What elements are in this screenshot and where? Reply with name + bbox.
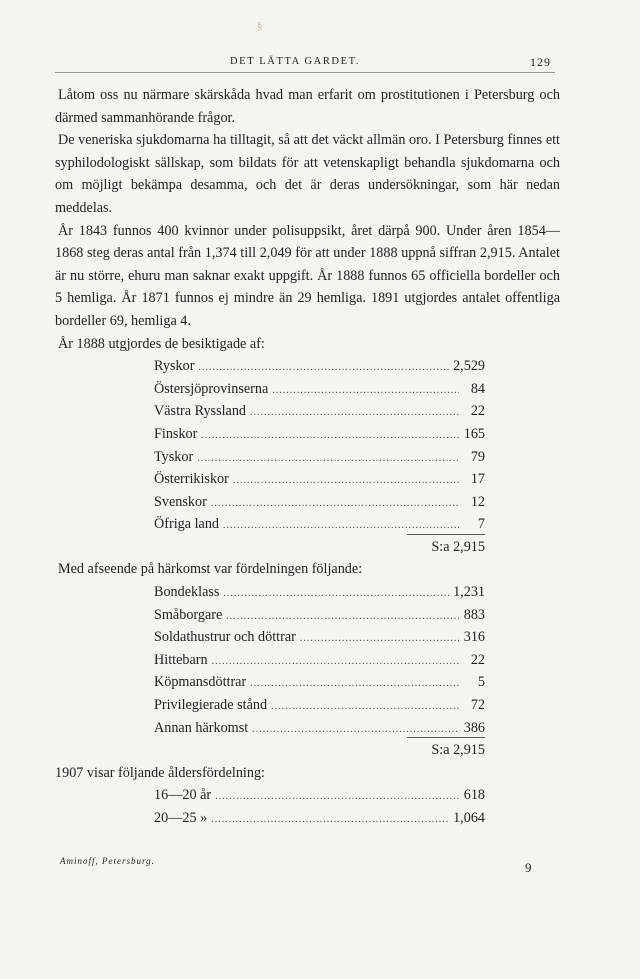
table-row: Öfriga land ..... 7: [154, 513, 485, 536]
table-row: 16—20 år ..... 618: [154, 784, 485, 807]
table-row: Finskor ..... 165: [154, 423, 485, 446]
table-row: Svenskor ..... 12: [154, 491, 485, 514]
table-total: S:a 2,915: [154, 739, 485, 762]
page-mark: §: [257, 20, 263, 32]
page-body: [55, 84, 560, 830]
table3-intro: 1907 visar följande åldersfördelning:: [55, 764, 265, 781]
origin-country-table: [154, 355, 485, 558]
age-table: [154, 784, 485, 829]
table-row: Köpmansdöttrar ..... 5: [154, 671, 485, 694]
table-row: Småborgare ..... 883: [154, 604, 485, 627]
table2-intro: Med afseende på härkomst var fördelningen följande:: [58, 561, 363, 578]
table-row: Västra Ryssland ..... 22: [154, 400, 485, 423]
table-row: Annan härkomst ..... 386: [154, 717, 485, 740]
paragraph: De veneriska sjukdomarna ha tilltagit, så att det väckt allmän oro. I Petersburg finnes ett syphilodologiskt sällskap, som bildats för att vetenskapligt behandla sjukdomarna och om möjligt bekämpa desamma, och det är deras undersökningar, som här nedan meddelas.: [55, 132, 560, 216]
paragraph: År 1843 funnos 400 kvinnor under polisuppsikt, året därpå 900. Under åren 1854—1868 steg deras antal från 1,374 till 2,049 för att under 1888 uppnå siffran 2,915. Antalet är nu större, ehuru man saknar exakt uppgift. År 1888 funnos 65 officiella bordeller och 5 hemliga. År 1871 funnos ej mindre än 29 hemliga. 1891 utgjordes antalet offentliga bordeller 69, hemliga 4.: [55, 222, 560, 329]
table-row: Östersjöprovinserna ..... 84: [154, 378, 485, 401]
printer-imprint: Aminoff, Petersburg.: [60, 856, 155, 866]
table-row: Privilegierade stånd ..... 72: [154, 694, 485, 717]
table-row: Soldathustrur och döttrar ..... 316: [154, 626, 485, 649]
table-total: S:a 2,915: [154, 536, 485, 559]
page-number: 129: [530, 55, 551, 69]
table-row: Ryskor ..... 2,529: [154, 355, 485, 378]
table1-intro: År 1888 utgjordes de besiktigade af:: [58, 335, 265, 352]
table-row: 20—25 » ..... 1,064: [154, 807, 485, 830]
running-title: DET LÄTTA GARDET.: [230, 56, 361, 67]
table-row: Bondeklass ..... 1,231: [154, 581, 485, 604]
paragraph: Låtom oss nu närmare skärskåda hvad man erfarit om prostitutionen i Petersburg och därmed sammanhörande frågor.: [55, 87, 560, 126]
header-rule: [55, 72, 555, 73]
signature-mark: 9: [525, 860, 532, 875]
origin-class-table: [154, 581, 485, 762]
table-row: Österrikiskor ..... 17: [154, 468, 485, 491]
table-row: Hittebarn ..... 22: [154, 649, 485, 672]
table-row: Tyskor ..... 79: [154, 446, 485, 469]
